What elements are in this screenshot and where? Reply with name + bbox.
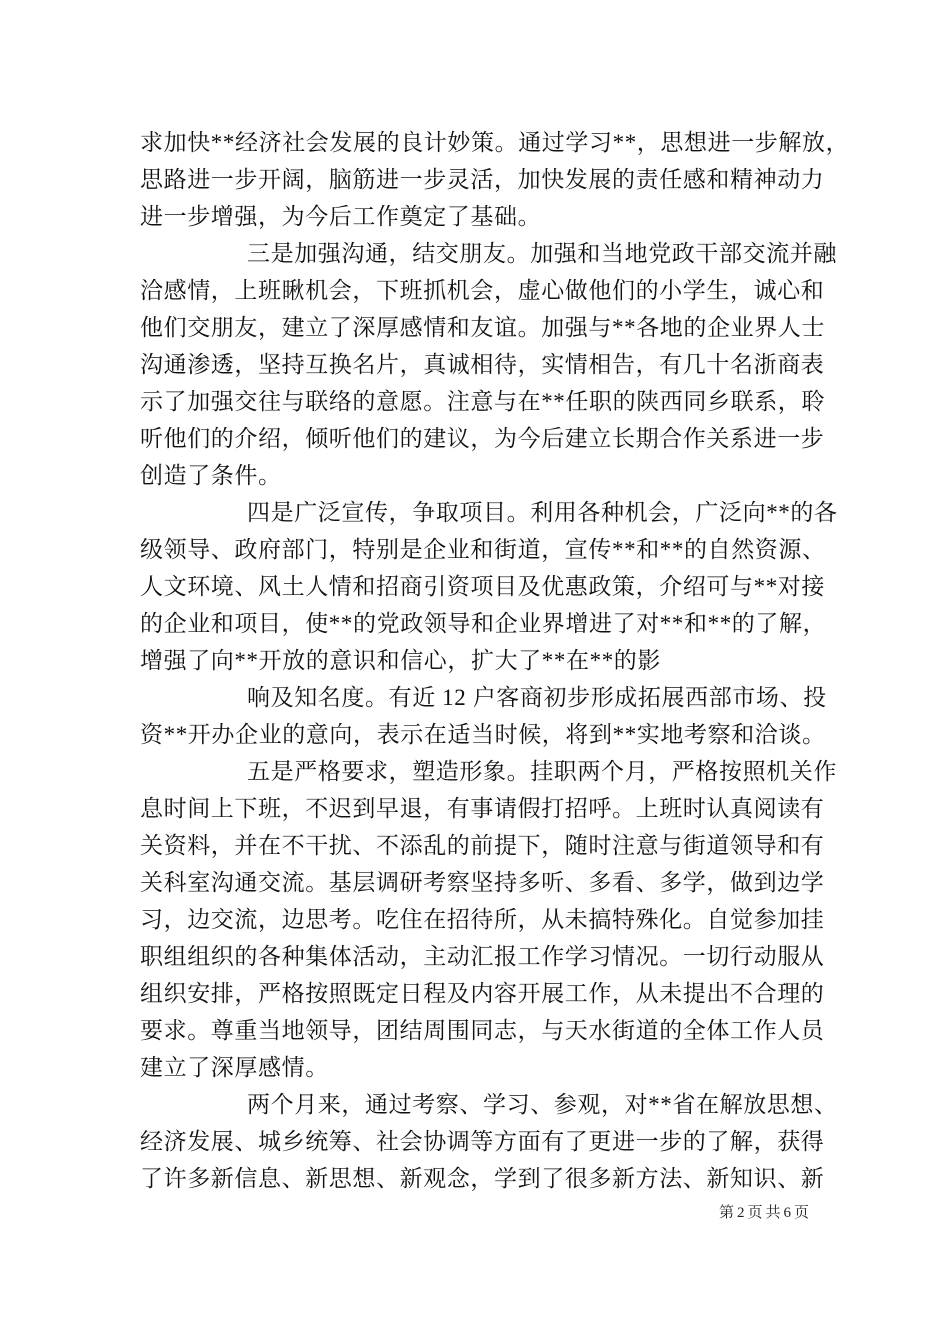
text-line: 建立了深厚感情。	[140, 1055, 329, 1080]
text-line: 他们交朋友，建立了深厚感情和友谊。加强与**各地的企业界人士	[140, 315, 825, 340]
text-line: 洽感情，上班瞅机会，下班抓机会，虚心做他们的小学生，诚心和	[140, 278, 825, 303]
text-line: 增强了向**开放的意识和信心，扩大了**在**的影	[140, 648, 661, 673]
text-line: 求加快**经济社会发展的良计妙策。通过学习**，思想进一步解放，	[140, 130, 850, 155]
text-line: 响及知名度。有近 12 户客商初步形成拓展西部市场、投	[247, 685, 827, 710]
text-line: 人文环境、风土人情和招商引资项目及优惠政策，介绍可与**对接	[140, 574, 825, 599]
text-line: 四是广泛宣传，争取项目。利用各种机会，广泛向**的各	[247, 500, 838, 525]
document-body	[140, 124, 850, 1197]
text-line: 息时间上下班，不迟到早退，有事请假打招呼。上班时认真阅读有	[140, 796, 825, 821]
text-line: 要求。尊重当地领导，团结周围同志，与天水街道的全体工作人员	[140, 1018, 825, 1043]
text-line: 两个月来，通过考察、学习、参观，对**省在解放思想、	[247, 1092, 838, 1117]
text-line: 的企业和项目，使**的党政领导和企业界增进了对**和**的了解，	[140, 611, 827, 636]
text-line: 了许多新信息、新思想、新观念，学到了很多新方法、新知识、新	[140, 1166, 825, 1191]
text-line: 习，边交流，边思考。吃住在招待所，从未搞特殊化。自觉参加挂	[140, 907, 825, 932]
text-line: 创造了条件。	[140, 463, 282, 488]
text-line: 关资料，并在不干扰、不添乱的前提下，随时注意与街道领导和有	[140, 833, 825, 858]
text-line: 资**开办企业的意向，表示在适当时候，将到**实地考察和洽谈。	[140, 722, 826, 747]
text-line: 三是加强沟通，结交朋友。加强和当地党政干部交流并融	[247, 241, 837, 266]
text-line: 经济发展、城乡统筹、社会协调等方面有了更进一步的了解，获得	[140, 1129, 825, 1154]
text-line: 关科室沟通交流。基层调研考察坚持多听、多看、多学，做到边学	[140, 870, 825, 895]
text-line: 职组组织的各种集体活动，主动汇报工作学习情况。一切行动服从	[140, 944, 825, 969]
page-number-footer: 第2页共6页	[718, 1205, 812, 1221]
text-line: 示了加强交往与联络的意愿。注意与在**任职的陕西同乡联系，聆	[140, 389, 825, 414]
text-line: 五是严格要求，塑造形象。挂职两个月，严格按照机关作	[247, 759, 837, 784]
text-line: 听他们的介绍，倾听他们的建议，为今后建立长期合作关系进一步	[140, 426, 825, 451]
text-line: 沟通渗透，坚持互换名片，真诚相待，实情相告，有几十名浙商表	[140, 352, 825, 377]
text-line: 思路进一步开阔，脑筋进一步灵活，加快发展的责任感和精神动力	[140, 167, 825, 192]
text-line: 组织安排，严格按照既定日程及内容开展工作，从未提出不合理的	[140, 981, 825, 1006]
text-line: 进一步增强，为今后工作奠定了基础。	[140, 204, 542, 229]
text-line: 级领导、政府部门，特别是企业和街道，宣传**和**的自然资源、	[140, 537, 826, 562]
